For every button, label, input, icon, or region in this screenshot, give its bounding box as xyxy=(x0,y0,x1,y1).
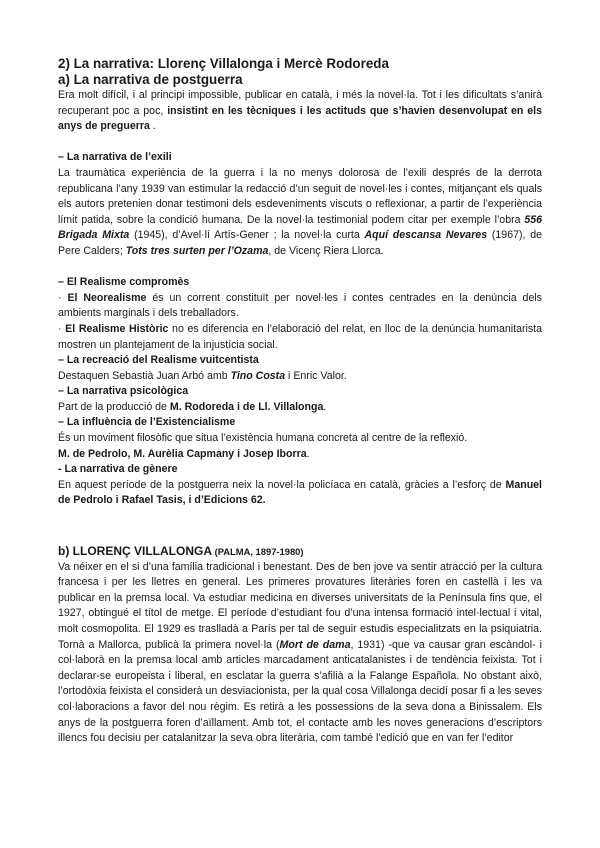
spacer xyxy=(58,525,542,543)
intro-text-1: Era molt difícil, i al principi impossible, publicar en català, i més la novel·la. Tot i les dificultats s’anirà recuperant poc a poc, xyxy=(58,89,542,117)
section-b-heading xyxy=(58,543,542,560)
existencialisme-authors-line xyxy=(58,447,542,463)
genere-heading: - La narrativa de gènere xyxy=(58,463,178,476)
spacer xyxy=(58,509,542,525)
vuitcentista-text-1: Destaquen Sebastià Juan Arbó amb xyxy=(58,369,231,382)
psicologica-text-2: . xyxy=(323,400,327,413)
existencialisme-end: . xyxy=(306,447,310,460)
spacer xyxy=(58,135,542,151)
psicologica-paragraph xyxy=(58,400,542,416)
existencialisme-authors: M. de Pedrolo, M. Aurèlia Capmany i Josep Iborra xyxy=(58,447,307,460)
document-page xyxy=(58,56,542,747)
section-a-intro xyxy=(58,88,542,135)
exili-text-2: (1945), d’Avel·lí Artís-Gener ; la novel·la curta xyxy=(129,229,365,242)
exili-text-3: (1967), de Pere Calders; xyxy=(58,229,542,257)
section-b-title: b) LLORENÇ VILLALONGA xyxy=(58,543,212,558)
vuitcentista-paragraph xyxy=(58,369,542,385)
psicologica-authors: M. Rodoreda i de Ll. Villalonga xyxy=(169,400,324,413)
biography-text-2: , 1931) -que va causar gran escàndol- i col·laborà en la premsa local amb articles marcadament anticatalanistes i de tendència feixista. Tot i declarar-se europeista i liberal, en esclatar la guerra s’afilià a la Falange Española. No obstant això, l’ortodòxia feixista el considerà un desviacionista, per la qual cosa Villalonga decidí posar fi a les seves col·laboracions a favor del nou règim. Es retirà a les possessions de la seva dona a Binissalem. Els anys de la postguerra foren d’aïllament. Amb tot, el contacte amb les noves generacions d’escriptors illencs fou decisiu per catalanitzar la seva obra literària, com també l’edició que en van fer l’editor xyxy=(58,638,542,745)
psicologica-heading: – La narrativa psicològica xyxy=(58,385,189,398)
vuitcentista-work: Tino Costa xyxy=(230,369,286,382)
existencialisme-heading: – La influència de l’Existencialisme xyxy=(58,416,236,429)
exili-work-3: Tots tres surten per l’Ozama xyxy=(125,244,269,257)
biography-text-1: Va néixer en el si d’una família tradicional i benestant. Des de ben jove va sentir atracció per la cultura francesa i per les lletres en general. Les primeres provatures literàries foren en castellà i les va publicar en la premsa local. Va estudiar medicina en diverses universitats de la Península fins que, el 1927, obtingué el títol de metge. El període d’estudiant fou d’una intensa formació intel·lectual i vital, molt cosmopolita. El 1929 es traslladà a París per tal de seguir estudis especialitzats en la psiquiatria. Tornà a Mallorca, publicà la primera novel·la ( xyxy=(58,560,542,651)
realisme-heading: – El Realisme compromès xyxy=(58,276,190,289)
intro-bold: insistint en les tècniques i les actituds que s’havien desenvolupat en els anys de preguerra xyxy=(58,104,543,133)
realisme-historic-term: El Realisme Històric xyxy=(65,322,169,335)
vuitcentista-text-2: i Enric Valor. xyxy=(285,369,347,382)
neorealisme-term: El Neorealisme xyxy=(67,291,147,304)
section-a-heading: a) La narrativa de postguerra xyxy=(58,72,243,87)
genere-authors: Manuel de Pedrolo i Rafael Tasis, i d’Edicions 62. xyxy=(58,478,542,507)
bullet: · xyxy=(58,322,66,335)
exili-work-1: 556 Brigada Mixta xyxy=(58,213,542,242)
exili-paragraph xyxy=(58,166,542,260)
exili-text-1: La traumàtica experiència de la guerra i la no menys dolorosa de l’exili després de la derrota republicana l’any 1939 van estimular la redacció d’un seguit de novel·les i contes, mitjançant els quals els autors pretenien donar testimoni dels esdeveniments viscuts o reflexionar, a partir de l’experiència límit patida, sobre la condició humana. De la novel·la testimonial podem citar per exemple l’obra xyxy=(58,166,542,226)
psicologica-text-1: Part de la producció de xyxy=(58,400,170,413)
vuitcentista-heading: – La recreació del Realisme vuitcentista xyxy=(58,354,259,367)
intro-text-2: . xyxy=(149,120,156,133)
realisme-historic-text: no es diferencia en l’elaboració del relat, en lloc de la denúncia humanitarista mostren un plantejament de la injustícia social. xyxy=(58,322,542,351)
neorealisme-paragraph xyxy=(58,291,542,322)
existencialisme-paragraph: És un moviment filosòfic que situa l’existència humana concreta al centre de la reflexió. xyxy=(58,432,468,445)
neorealisme-text: és un corrent constituït per novel·les i contes centrades en la denúncia dels ambients marginals i dels treballadors. xyxy=(58,291,542,320)
bullet: · xyxy=(58,291,68,304)
section-b-subtitle: (PALMA, 1897-1980) xyxy=(211,545,304,557)
page-title: 2) La narrativa: Llorenç Villalonga i Mercè Rodoreda xyxy=(58,56,389,71)
villalonga-biography xyxy=(58,560,542,747)
genere-paragraph xyxy=(58,478,542,509)
realisme-historic-paragraph xyxy=(58,322,542,353)
exili-work-2: Aquí descansa Nevares xyxy=(364,229,488,242)
exili-heading: – La narrativa de l’exili xyxy=(58,151,172,164)
exili-text-4: , de Vicenç Riera Llorca. xyxy=(268,244,384,257)
spacer xyxy=(58,260,542,276)
genere-text-1: En aquest període de la postguerra neix la novel·la policíaca en català, gràcies a l’esforç de xyxy=(58,478,506,491)
biography-work: Mort de dama xyxy=(279,638,351,651)
